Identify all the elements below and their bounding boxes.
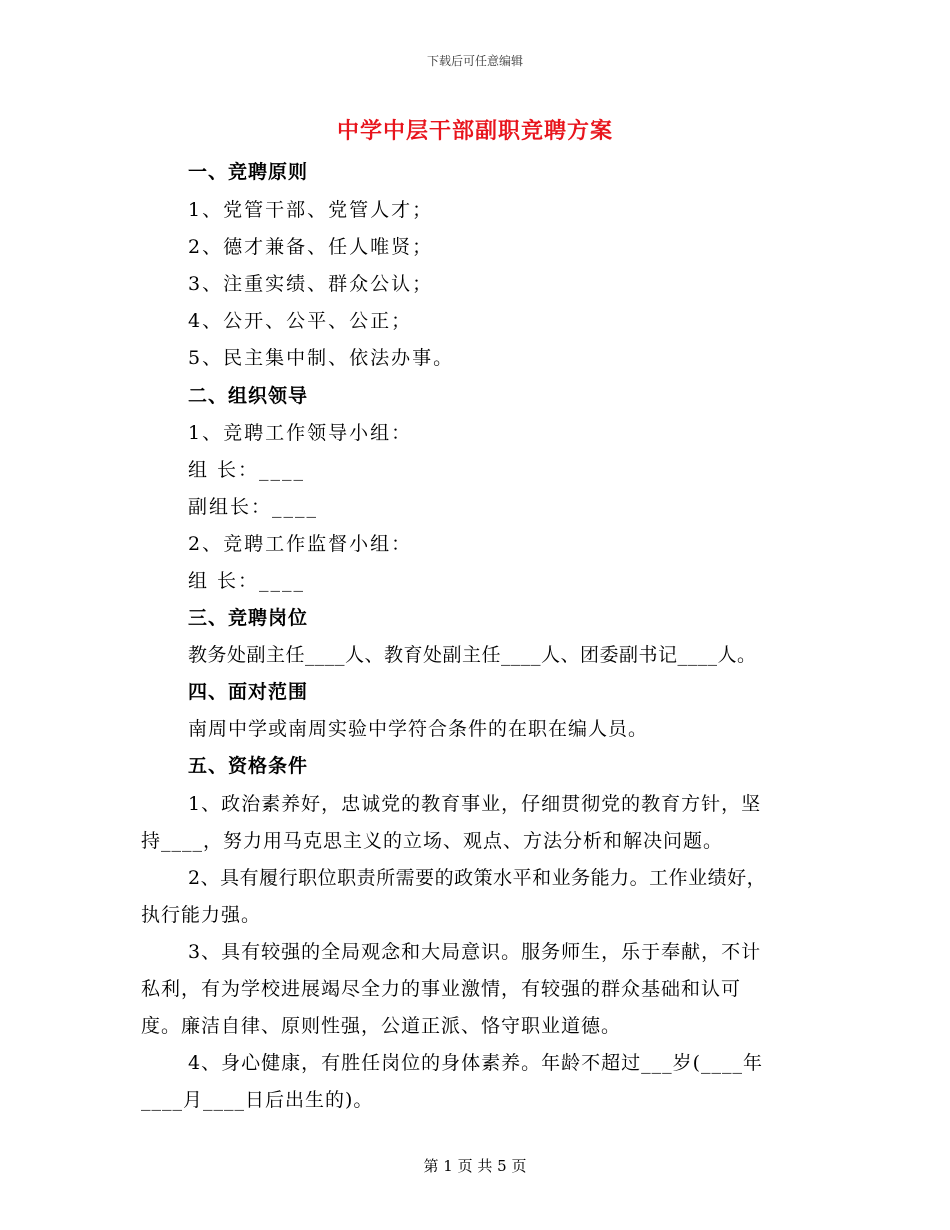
organization-item: 副组长：____ (188, 496, 319, 518)
qualification-paragraph-line: 2、具有履行职位职责所需要的政策水平和业务能力。工作业绩好， (188, 867, 767, 889)
organization-item: 组 长：____ (188, 570, 306, 592)
qualification-paragraph-line: 1、政治素养好，忠诚党的教育事业，仔细贯彻党的教育方针，坚 (188, 793, 762, 815)
page-footer: 第 1 页 共 5 页 (423, 1157, 527, 1175)
section-heading-positions: 三、竞聘岗位 (188, 607, 309, 629)
principle-item: 2、德才兼备、任人唯贤； (188, 236, 434, 258)
principle-item: 4、公开、公平、公正； (188, 310, 413, 332)
qualification-paragraph-line: 持____，努力用马克思主义的立场、观点、方法分析和解决问题。 (141, 830, 724, 852)
header-note: 下载后可任意编辑 (426, 54, 523, 68)
section-heading-principles: 一、竞聘原则 (188, 161, 309, 183)
principle-item: 5、民主集中制、依法办事。 (188, 347, 455, 369)
qualification-paragraph-line: 执行能力强。 (141, 904, 262, 926)
section-heading-organization: 二、组织领导 (188, 385, 309, 407)
organization-item: 1、竞聘工作领导小组： (188, 422, 413, 444)
organization-item: 2、竞聘工作监督小组： (188, 533, 413, 555)
principle-item: 3、注重实绩、群众公认； (188, 273, 434, 295)
qualification-paragraph-line: 4、身心健康，有胜任岗位的身体素养。年龄不超过___岁(____年 (188, 1052, 764, 1074)
qualification-paragraph-line: 度。廉洁自律、原则性强，公道正派、恪守职业道德。 (141, 1015, 622, 1037)
qualification-paragraph-line: ____月____日后出生的)。 (141, 1089, 374, 1111)
organization-item: 组 长：____ (188, 459, 306, 481)
scope-text: 南周中学或南周实验中学符合条件的在职在编人员。 (188, 718, 649, 740)
positions-text: 教务处副主任____人、教育处副主任____人、团委副书记____人。 (188, 644, 757, 666)
qualification-paragraph-line: 3、具有较强的全局观念和大局意识。服务师生，乐于奉献，不计 (188, 941, 762, 963)
section-heading-scope: 四、面对范围 (188, 681, 309, 703)
qualification-paragraph-line: 私利，有为学校进展竭尽全力的事业激情，有较强的群众基础和认可 (141, 978, 742, 1000)
section-heading-qualifications: 五、资格条件 (188, 755, 309, 777)
document-title: 中学中层干部副职竞聘方案 (336, 118, 613, 144)
principle-item: 1、党管干部、党管人才； (188, 199, 434, 221)
